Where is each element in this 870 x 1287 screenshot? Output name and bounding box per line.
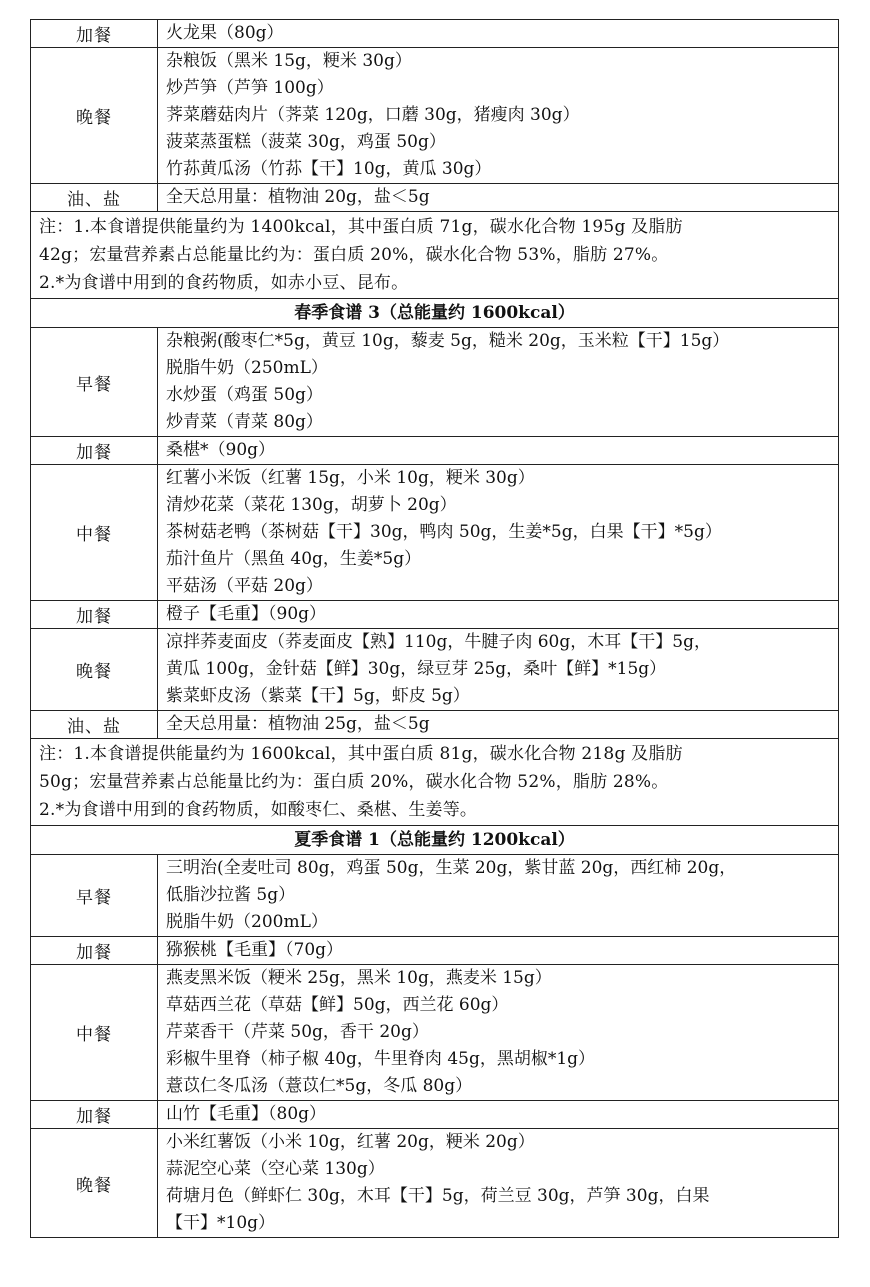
food-item: 山竹【毛重】（80g） [166,1104,327,1124]
meal-label-breakfast: 早餐 [31,328,158,437]
meal-items-breakfast [158,328,839,437]
food-item: 红薯小米饭（红薯 15g，小米 10g，粳米 30g） [166,468,535,488]
food-item: 杂粮粥(酸枣仁*5g，黄豆 10g，藜麦 5g，糙米 20g，玉米粒【干】15g） [166,331,730,351]
food-item: 炒青菜（青菜 80g） [166,412,323,432]
table-row [31,328,839,437]
food-item: 脱脂牛奶（250mL） [166,358,328,378]
oil-salt-text: 全天总用量：植物油 25g，盐＜5g [158,711,839,739]
table-row [31,48,839,184]
food-item: 草菇西兰花（草菇【鲜】50g，西兰花 60g） [166,995,509,1015]
food-item: 杂粮饭（黑米 15g，粳米 30g） [166,51,412,71]
table-row [31,184,839,212]
meal-label-dinner: 晚餐 [31,48,158,184]
meal-items-snack [158,437,839,465]
note-line: 50g；宏量营养素占总能量比约为：蛋白质 20%，碳水化合物 52%，脂肪 28%。 [39,772,669,792]
note-line: 42g；宏量营养素占总能量比约为：蛋白质 20%，碳水化合物 53%，脂肪 27%。 [39,245,669,265]
meal-items-snack [158,1101,839,1129]
oil-salt-text: 全天总用量：植物油 20g，盐＜5g [158,184,839,212]
food-item: 菠菜蒸蛋糕（菠菜 30g，鸡蛋 50g） [166,132,446,152]
note-line: 注：1.本食谱提供能量约为 1600kcal，其中蛋白质 81g，碳水化合物 218g 及脂肪 [39,744,683,764]
meal-items-breakfast [158,855,839,937]
table-row [31,855,839,937]
meal-items-dinner [158,1129,839,1238]
note-line: 2.*为食谱中用到的食药物质，如酸枣仁、桑椹、生姜等。 [39,800,478,820]
food-item: 桑椹*（90g） [166,440,276,460]
recipe-notes [31,212,839,299]
meal-items-snack [158,601,839,629]
table-row [31,739,839,826]
recipe-notes [31,739,839,826]
meal-label-lunch: 中餐 [31,965,158,1101]
table-row [31,601,839,629]
table-row [31,965,839,1101]
table-row [31,826,839,855]
table-row [31,212,839,299]
food-item: 火龙果（80g） [166,23,284,43]
meal-label-oil-salt: 油、盐 [31,184,158,212]
table-row [31,465,839,601]
food-item: 低脂沙拉酱 5g） [166,885,296,905]
food-item: 小米红薯饭（小米 10g，红薯 20g，粳米 20g） [166,1132,535,1152]
meal-label-snack: 加餐 [31,20,158,48]
table-row [31,1129,839,1238]
table-row [31,437,839,465]
food-item: 黄瓜 100g，金针菇【鲜】30g，绿豆芽 25g，桑叶【鲜】*15g） [166,659,667,679]
food-item: 茄汁鱼片（黑鱼 40g，生姜*5g） [166,549,422,569]
food-item: 燕麦黑米饭（粳米 25g，黑米 10g，燕麦米 15g） [166,968,552,988]
meal-items-snack [158,937,839,965]
food-item: 三明治(全麦吐司 80g，鸡蛋 50g，生菜 20g，紫甘蓝 20g，西红柿 20g， [166,858,737,878]
meal-label-dinner: 晚餐 [31,1129,158,1238]
section-heading: 夏季食谱 1（总能量约 1200kcal） [31,826,839,855]
meal-label-snack: 加餐 [31,1101,158,1129]
food-item: 橙子【毛重】（90g） [166,604,327,624]
section-heading: 春季食谱 3（总能量约 1600kcal） [31,299,839,328]
recipe-table [30,19,839,1238]
table-row [31,299,839,328]
food-item: 水炒蛋（鸡蛋 50g） [166,385,323,405]
table-row [31,20,839,48]
recipe-document [30,19,839,1238]
meal-label-oil-salt: 油、盐 [31,711,158,739]
food-item: 蒜泥空心菜（空心菜 130g） [166,1159,385,1179]
meal-label-dinner: 晚餐 [31,629,158,711]
meal-items-lunch [158,465,839,601]
meal-label-lunch: 中餐 [31,465,158,601]
table-row [31,937,839,965]
food-item: 荷塘月色（鲜虾仁 30g，木耳【干】5g，荷兰豆 30g，芦笋 30g，白果 [166,1186,710,1206]
food-item: 芹菜香干（芹菜 50g，香干 20g） [166,1022,429,1042]
food-item: 茶树菇老鸭（茶树菇【干】30g，鸭肉 50g，生姜*5g，白果【干】*5g） [166,522,722,542]
note-line: 注：1.本食谱提供能量约为 1400kcal，其中蛋白质 71g，碳水化合物 195g 及脂肪 [39,217,683,237]
meal-items-snack [158,20,839,48]
meal-label-snack: 加餐 [31,937,158,965]
note-line: 2.*为食谱中用到的食药物质，如赤小豆、昆布。 [39,273,409,293]
meal-items-lunch [158,965,839,1101]
table-row [31,1101,839,1129]
meal-items-dinner [158,48,839,184]
food-item: 炒芦笋（芦笋 100g） [166,78,334,98]
food-item: 彩椒牛里脊（柿子椒 40g，牛里脊肉 45g，黑胡椒*1g） [166,1049,596,1069]
food-item: 荠菜蘑菇肉片（荠菜 120g，口蘑 30g，猪瘦肉 30g） [166,105,580,125]
meal-label-snack: 加餐 [31,601,158,629]
food-item: 紫菜虾皮汤（紫菜【干】5g，虾皮 5g） [166,686,470,706]
meal-label-breakfast: 早餐 [31,855,158,937]
food-item: 脱脂牛奶（200mL） [166,912,328,932]
food-item: 凉拌荞麦面皮（荞麦面皮【熟】110g，牛腱子肉 60g，木耳【干】5g， [166,632,711,652]
food-item: 【干】*10g） [166,1213,276,1233]
food-item: 薏苡仁冬瓜汤（薏苡仁*5g，冬瓜 80g） [166,1076,473,1096]
food-item: 清炒花菜（菜花 130g，胡萝卜 20g） [166,495,457,515]
meal-label-snack: 加餐 [31,437,158,465]
table-row [31,629,839,711]
table-row [31,711,839,739]
food-item: 猕猴桃【毛重】（70g） [166,940,344,960]
meal-items-dinner [158,629,839,711]
food-item: 竹荪黄瓜汤（竹荪【干】10g，黄瓜 30g） [166,159,492,179]
food-item: 平菇汤（平菇 20g） [166,576,323,596]
